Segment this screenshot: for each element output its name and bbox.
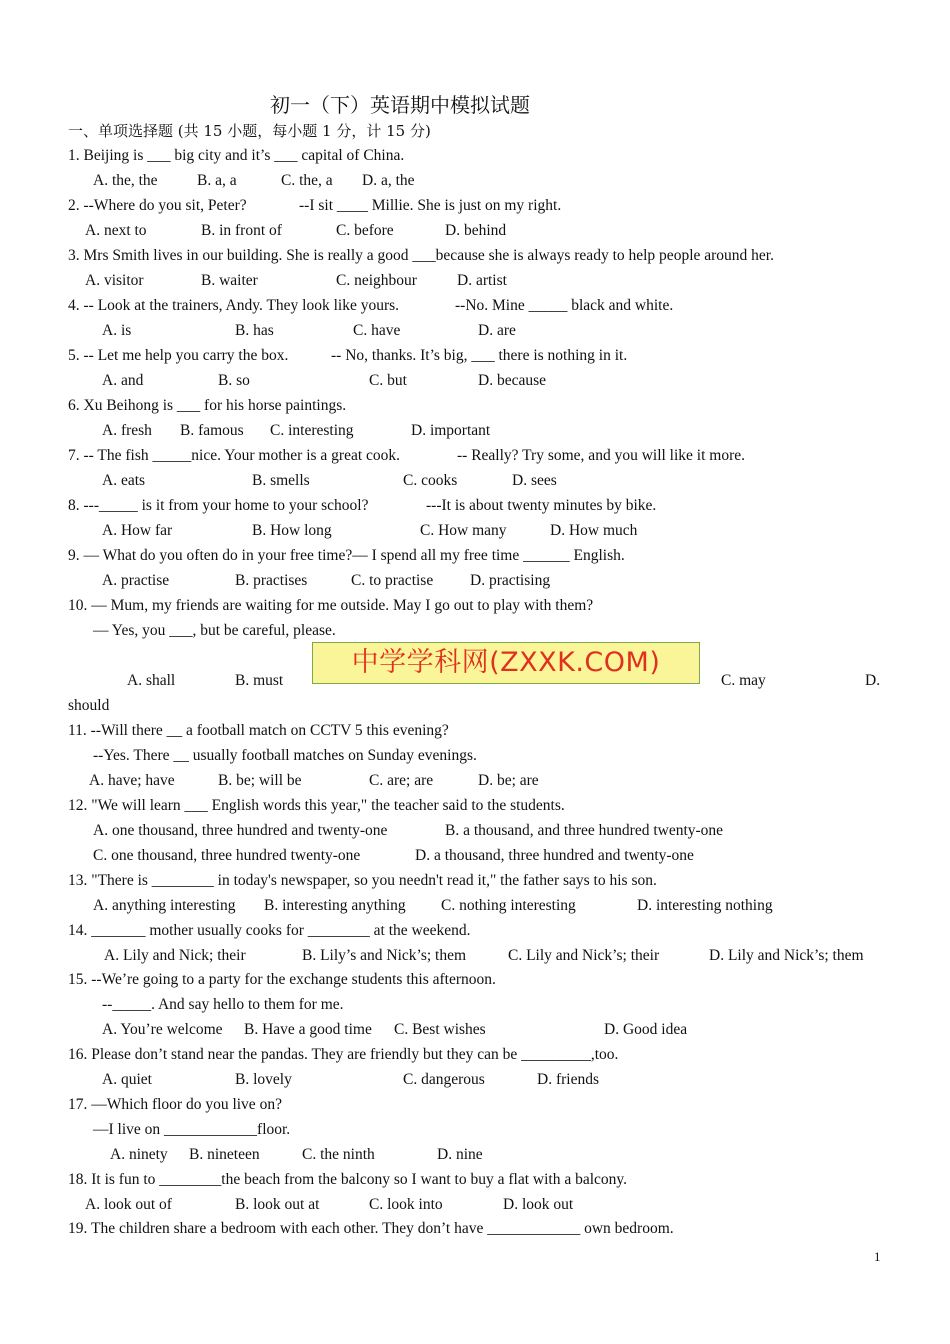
q14-option-d: D. Lily and Nick’s; them xyxy=(709,947,864,964)
question-16: 16. Please don’t stand near the pandas. They are friendly but they can be _________,too. xyxy=(68,1046,619,1063)
q1-option-d: D. a, the xyxy=(362,172,415,189)
q4-option-c: C. have xyxy=(353,322,401,339)
q16-option-b: B. lovely xyxy=(235,1071,292,1088)
q18-option-a: A. look out of xyxy=(85,1196,172,1213)
q4-option-a: A. is xyxy=(102,322,132,339)
q13-option-c: C. nothing interesting xyxy=(441,897,576,914)
question-13: 13. "There is ________ in today's newspaper, so you needn't read it," the father says to his son. xyxy=(68,872,657,889)
q1-option-b: B. a, a xyxy=(197,172,237,189)
q2-option-d: D. behind xyxy=(445,222,507,239)
question-4-reply: --No. Mine _____ black and white. xyxy=(455,297,674,314)
q16-option-a: A. quiet xyxy=(102,1071,152,1088)
q13-option-d: D. interesting nothing xyxy=(637,897,773,914)
q10-option-c: C. may xyxy=(721,672,766,689)
q18-option-d: D. look out xyxy=(503,1196,574,1213)
page-number: 1 xyxy=(874,1249,881,1264)
q1-option-a: A. the, the xyxy=(93,172,158,189)
q14-option-b: B. Lily’s and Nick’s; them xyxy=(302,947,467,964)
q14-option-c: C. Lily and Nick’s; their xyxy=(508,947,660,964)
q17-option-d: D. nine xyxy=(437,1146,483,1163)
q17-option-a: A. ninety xyxy=(110,1146,168,1163)
question-7-reply: -- Really? Try some, and you will like it more. xyxy=(457,447,746,464)
q1-option-c: C. the, a xyxy=(281,172,333,189)
question-11-reply: --Yes. There __ usually football matches on Sunday evenings. xyxy=(93,747,477,764)
q15-option-b: B. Have a good time xyxy=(244,1021,372,1038)
q15-option-a: A. You’re welcome xyxy=(102,1021,223,1038)
question-17-reply: —I live on ____________floor. xyxy=(93,1121,291,1138)
question-10-reply: — Yes, you ___, but be careful, please. xyxy=(93,622,336,639)
q16-option-d: D. friends xyxy=(537,1071,599,1088)
q8-option-b: B. How long xyxy=(252,522,332,539)
q7-option-c: C. cooks xyxy=(403,472,458,489)
q17-option-b: B. nineteen xyxy=(189,1146,260,1163)
q11-option-b: B. be; will be xyxy=(218,772,302,789)
q16-option-c: C. dangerous xyxy=(403,1071,485,1088)
question-7: 7. -- The fish _____nice. Your mother is a great cook. xyxy=(68,447,401,464)
q9-option-a: A. practise xyxy=(102,572,170,589)
q3-option-c: C. neighbour xyxy=(336,272,417,289)
q4-option-b: B. has xyxy=(235,322,274,339)
q3-option-b: B. waiter xyxy=(201,272,258,289)
question-3: 3. Mrs Smith lives in our building. She is really a good ___because she is always ready to help people around her. xyxy=(68,247,774,264)
q18-option-c: C. look into xyxy=(369,1196,443,1213)
q7-option-b: B. smells xyxy=(252,472,310,489)
question-1: 1. Beijing is ___ big city and it’s ___ capital of China. xyxy=(68,147,405,164)
q4-option-d: D. are xyxy=(478,322,516,339)
q9-option-c: C. to practise xyxy=(351,572,434,589)
q6-option-a: A. fresh xyxy=(102,422,152,439)
question-19: 19. The children share a bedroom with each other. They don’t have ____________ own bedroom. xyxy=(68,1220,674,1237)
q12-option-a: A. one thousand, three hundred and twenty-one xyxy=(93,822,388,839)
q5-option-a: A. and xyxy=(102,372,144,389)
question-14: 14. _______ mother usually cooks for ________ at the weekend. xyxy=(68,922,471,939)
q17-option-c: C. the ninth xyxy=(302,1146,375,1163)
question-11: 11. --Will there __ a football match on CCTV 5 this evening? xyxy=(68,722,449,739)
q10-option-d: D. xyxy=(865,672,881,689)
question-15: 15. --We’re going to a party for the exchange students this afternoon. xyxy=(68,971,496,988)
q2-option-c: C. before xyxy=(336,222,394,239)
q6-option-c: C. interesting xyxy=(270,422,354,439)
q11-option-c: C. are; are xyxy=(369,772,434,789)
q7-option-a: A. eats xyxy=(102,472,146,489)
q8-option-a: A. How far xyxy=(102,522,173,539)
q11-option-d: D. be; are xyxy=(478,772,539,789)
q5-option-b: B. so xyxy=(218,372,250,389)
q8-option-c: C. How many xyxy=(420,522,507,539)
q5-option-c: C. but xyxy=(369,372,407,389)
watermark-banner: 中学学科网(ZXXK.COM) xyxy=(312,642,700,684)
q2-option-a: A. next to xyxy=(85,222,147,239)
question-5-reply: -- No, thanks. It’s big, ___ there is nothing in it. xyxy=(331,347,628,364)
question-12: 12. "We will learn ___ English words this year," the teacher said to the students. xyxy=(68,797,565,814)
question-5: 5. -- Let me help you carry the box. xyxy=(68,347,289,364)
question-10: 10. — Mum, my friends are waiting for me outside. May I go out to play with them? xyxy=(68,597,594,614)
q9-option-d: D. practising xyxy=(470,572,551,589)
q9-option-b: B. practises xyxy=(235,572,308,589)
q12-option-d: D. a thousand, three hundred and twenty-one xyxy=(415,847,694,864)
q7-option-d: D. sees xyxy=(512,472,557,489)
q3-option-d: D. artist xyxy=(457,272,507,289)
question-9: 9. — What do you often do in your free time?— I spend all my free time ______ English. xyxy=(68,547,625,564)
question-18: 18. It is fun to ________the beach from the balcony so I want to buy a flat with a balcony. xyxy=(68,1171,628,1188)
question-4: 4. -- Look at the trainers, Andy. They look like yours. xyxy=(68,297,400,314)
q10-option-a: A. shall xyxy=(127,672,176,689)
q12-option-c: C. one thousand, three hundred twenty-one xyxy=(93,847,361,864)
q12-option-b: B. a thousand, and three hundred twenty-one xyxy=(445,822,724,839)
q15-option-d: D. Good idea xyxy=(604,1021,688,1038)
question-2-reply: --I sit ____ Millie. She is just on my right. xyxy=(299,197,562,214)
q8-option-d: D. How much xyxy=(550,522,638,539)
q13-option-b: B. interesting anything xyxy=(264,897,406,914)
question-2: 2. --Where do you sit, Peter? xyxy=(68,197,247,214)
question-15-reply: --_____. And say hello to them for me. xyxy=(102,996,344,1013)
q3-option-a: A. visitor xyxy=(85,272,144,289)
q10-option-b: B. must xyxy=(235,672,284,689)
question-8-reply: ---It is about twenty minutes by bike. xyxy=(426,497,657,514)
q18-option-b: B. look out at xyxy=(235,1196,320,1213)
q6-option-d: D. important xyxy=(411,422,491,439)
question-8: 8. ---_____ is it from your home to your school? xyxy=(68,497,369,514)
q11-option-a: A. have; have xyxy=(89,772,175,789)
question-6: 6. Xu Beihong is ___ for his horse paintings. xyxy=(68,397,347,414)
q5-option-d: D. because xyxy=(478,372,546,389)
q2-option-b: B. in front of xyxy=(201,222,282,239)
section-heading: 一、单项选择题 (共 15 小题，每小题 1 分，计 15 分) xyxy=(68,122,431,140)
q15-option-c: C. Best wishes xyxy=(394,1021,486,1038)
q13-option-a: A. anything interesting xyxy=(93,897,236,914)
question-17: 17. —Which floor do you live on? xyxy=(68,1096,282,1113)
page-title: 初一（下）英语期中模拟试题 xyxy=(270,93,530,117)
q6-option-b: B. famous xyxy=(180,422,244,439)
q10-option-d-text: should xyxy=(68,697,110,714)
q14-option-a: A. Lily and Nick; their xyxy=(104,947,246,964)
